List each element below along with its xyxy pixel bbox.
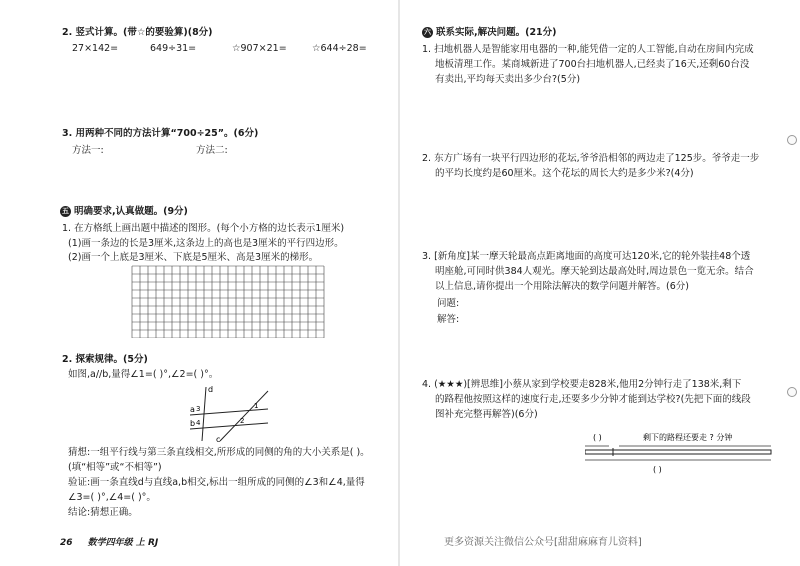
calc-item-3: ☆907×21=	[232, 43, 287, 54]
page-footer	[60, 538, 158, 550]
label-b: b	[190, 419, 196, 428]
seg-bottom-bracket: ( )	[653, 465, 662, 474]
conclusion-line: 结论:猜想正确。	[68, 507, 138, 518]
section-5-heading	[60, 206, 188, 218]
guess-line-1: 猜想:一组平行线与第三条直线相交,所形成的同侧的角的大小关系是( )。	[68, 447, 370, 458]
calc-item-2: 649÷31=	[150, 43, 197, 54]
s6-q3-line3: 以上信息,请你提出一个用除法解决的数学问题并解答。(6分)	[435, 281, 689, 292]
label-c: c	[216, 435, 221, 443]
s6-q3-question-label: 问题:	[437, 298, 460, 309]
s6-q2-line2: 的平均长度约是60厘米。这个花坛的周长大约是多少米?(4分)	[435, 168, 694, 179]
label-a: a	[190, 405, 195, 414]
section-6-badge: 六	[424, 28, 431, 36]
segment-diagram[interactable]	[585, 430, 775, 475]
line-b	[190, 423, 268, 429]
guess-line-2: (填“相等”或“不相等”)	[68, 462, 162, 473]
section-6-title: 联系实际,解决问题。(21分)	[436, 27, 557, 38]
s5-q1-part1: (1)画一条边的长是3厘米,这条边上的高也是3厘米的平行四边形。	[68, 238, 344, 249]
verify-line-2: ∠3=( )°,∠4=( )°。	[68, 492, 156, 503]
s6-q3-answer-label: 解答:	[437, 314, 460, 325]
s6-q4-line1: 4. (★★★)[辨思维]小蔡从家到学校要走828米,他用2分钟行走了138米,剩下	[422, 379, 742, 390]
angle-label-2: 2	[240, 417, 245, 425]
seg-left-bracket: ( )	[593, 433, 602, 442]
s6-q3-line1: 3. [新角度]某一摩天轮最高点距离地面的高度可达120米,它的轮外装挂48个透	[422, 251, 751, 262]
verify-line-1: 验证:画一条直线d与直线a,b相交,标出一组所成的同侧的∠3和∠4,量得	[68, 477, 365, 488]
s6-q1-line3: 有卖出,平均每天卖出多少台?(5分)	[435, 74, 581, 85]
s5-q2-title: 2. 探索规律。(5分)	[62, 354, 148, 365]
binding-hole-bottom	[787, 387, 797, 397]
s5-q1-part2: (2)画一个上底是3厘米、下底是5厘米、高是3厘米的梯形。	[68, 252, 319, 263]
s6-q3-line2: 明座舱,可同时供384人观光。摩天轮到达最高处时,周边景色一览无余。结合	[435, 266, 754, 277]
seg-remaining-label: 剩下的路程还要走 ? 分钟	[643, 433, 733, 442]
q3-title: 3. 用两种不同的方法计算“700÷25”。(6分)	[62, 128, 259, 139]
angle-label-4: 4	[196, 419, 201, 427]
s6-q1-line2: 地板清理工作。某商城新进了700台扫地机器人,已经卖了16天,还剩60台没	[435, 59, 750, 70]
s5-q1-title: 1. 在方格纸上画出题中描述的图形。(每个小方格的边长表示1厘米)	[62, 223, 345, 234]
q2-title: 2. 竖式计算。(带☆的要验算)(8分)	[62, 27, 213, 38]
line-c	[220, 391, 268, 441]
binding-hole-top	[787, 135, 797, 145]
section-5-title: 明确要求,认真做题。(9分)	[74, 206, 188, 217]
s6-q1-line1: 1. 扫地机器人是智能家用电器的一种,能凭借一定的人工智能,自动在房间内完成	[422, 44, 754, 55]
left-page	[0, 0, 398, 566]
watermark-text: 更多资源关注微信公众号[甜甜麻麻育儿资料]	[444, 537, 642, 548]
calc-item-4: ☆644÷28=	[312, 43, 367, 54]
parallel-lines-figure	[190, 383, 270, 443]
segment-diagram-svg	[585, 430, 775, 475]
section-6-heading	[422, 27, 557, 39]
right-page	[400, 0, 800, 566]
s5-q2-measure: 如图,a//b,量得∠1=( )°,∠2=( )°。	[68, 369, 219, 380]
parallel-lines-svg	[190, 383, 270, 443]
s6-q2-line1: 2. 东方广场有一块平行四边形的花坛,爷爷沿相邻的两边走了125步。爷爷走一步	[422, 153, 760, 164]
s6-q4-line2: 的路程他按照这样的速度行走,还要多少分钟才能到达学校?(先把下面的线段	[435, 394, 751, 405]
book-title: 数学四年级 上 RJ	[87, 538, 159, 548]
label-d: d	[208, 385, 214, 394]
s6-q4-line3: 图补充完整再解答)(6分)	[435, 409, 538, 420]
angle-label-3: 3	[196, 405, 201, 413]
section-5-badge: 五	[62, 207, 69, 215]
page-number: 26	[60, 538, 73, 548]
grid-paper-svg	[130, 265, 326, 338]
method-1-label: 方法一:	[72, 145, 104, 156]
calc-item-1: 27×142=	[72, 43, 119, 54]
angle-label-1: 1	[254, 402, 259, 410]
grid-paper[interactable]	[130, 265, 326, 338]
method-2-label: 方法二:	[196, 145, 228, 156]
